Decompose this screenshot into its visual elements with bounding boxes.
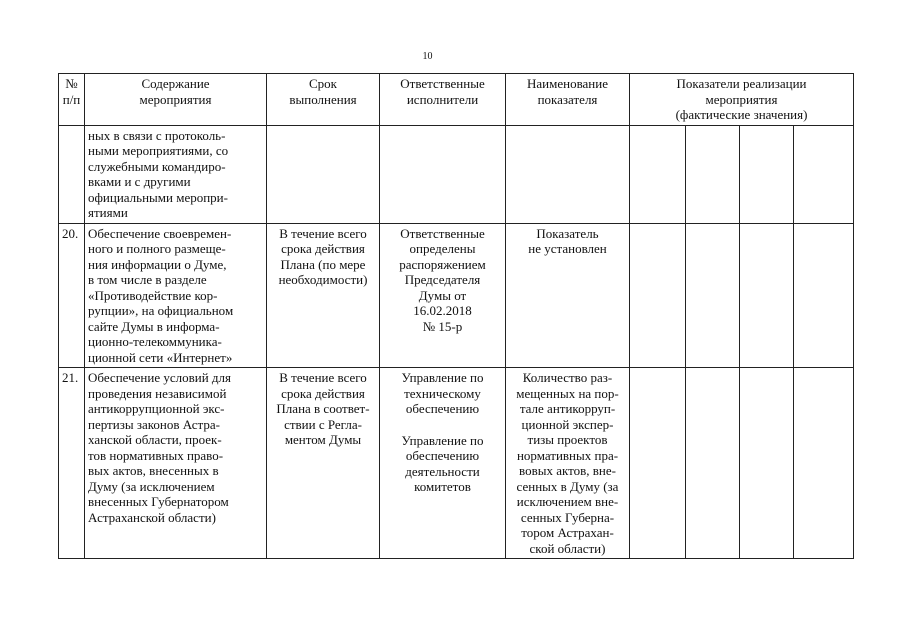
content-line: ного и полного размеще-	[88, 241, 226, 256]
header-content	[85, 74, 267, 126]
content-line: Астраханской области)	[88, 509, 216, 525]
header-deadline-line: выполнения	[289, 91, 357, 107]
indicator-line: мещенных на пор-	[516, 385, 619, 401]
responsible-line: Ответственные	[400, 225, 485, 241]
responsible-line: обеспечению	[405, 448, 480, 463]
header-metrics-line: (фактические значения)	[675, 107, 808, 122]
responsible-line: деятельности	[405, 463, 480, 479]
indicator-line: Количество раз-	[522, 370, 613, 385]
responsible-line: распоряжением	[399, 256, 486, 272]
page-number: 10	[422, 51, 433, 62]
header-metrics	[630, 74, 854, 126]
header-content-line: Содержание	[141, 76, 210, 91]
header-metrics-line: мероприятия	[705, 91, 778, 107]
content-line: вками и с другими	[88, 174, 191, 189]
content-line: ных в связи с протоколь-	[88, 127, 226, 143]
header-indicator-line: показателя	[537, 91, 598, 107]
row-number: 21.	[59, 368, 85, 559]
metric-cell	[686, 223, 740, 368]
metric-cell	[740, 368, 794, 559]
indicator-line: тором Астрахан-	[521, 525, 614, 540]
indicator-line: ционной экспер-	[521, 416, 614, 432]
header-num-line: п/п	[62, 91, 81, 107]
row-responsible	[380, 223, 506, 368]
content-line: тов нормативных право-	[88, 447, 224, 463]
content-line: рупции», на официальном	[88, 303, 234, 318]
content-line: антикоррупционной экс-	[88, 401, 225, 416]
deadline-line: срока действия	[281, 385, 365, 401]
content-line: внесенных Губернатором	[88, 494, 229, 509]
responsible-line: Управление по	[401, 432, 484, 448]
header-indicator	[506, 74, 630, 126]
indicator-line: тале антикорруп-	[519, 401, 616, 416]
row-deadline	[267, 223, 380, 368]
indicator-line: Показатель	[536, 225, 599, 241]
header-responsible	[380, 74, 506, 126]
content-line: проведения независимой	[88, 385, 227, 401]
row-content	[85, 368, 267, 559]
header-deadline	[267, 74, 380, 126]
indicator-line: сенных Губерна-	[520, 509, 615, 525]
content-line: ханской области, проек-	[88, 432, 222, 447]
content-line: ными мероприятиями, со	[88, 143, 229, 158]
deadline-line: срока действия	[281, 241, 365, 256]
content-line: ятиями	[88, 205, 128, 220]
indicator-line: не установлен	[528, 241, 607, 256]
header-indicator-line: Наименование	[527, 76, 608, 91]
row-indicator	[506, 223, 630, 368]
responsible-line: Председателя	[404, 272, 481, 287]
header-num	[59, 74, 85, 126]
metric-cell	[740, 223, 794, 368]
content-line: ния информации о Думе,	[88, 256, 227, 272]
table-row	[59, 368, 854, 559]
responsible-line: комитетов	[414, 479, 471, 494]
row-number	[59, 125, 85, 223]
responsible-line: Думы от	[418, 287, 467, 303]
metric-cell	[794, 368, 854, 559]
header-metrics-line: Показатели реализации	[676, 76, 807, 91]
deadline-line: В течение всего	[279, 225, 367, 241]
metric-cell	[794, 223, 854, 368]
deadline-line: В течение всего	[279, 370, 367, 385]
header-responsible-line: Ответственные	[400, 76, 485, 91]
header-content-line: мероприятия	[139, 91, 212, 107]
responsible-line: № 15-р	[422, 318, 463, 334]
responsible-line: обеспечению	[405, 401, 480, 416]
row-content	[85, 223, 267, 368]
deadline-line: Плана в соответ-	[276, 401, 370, 416]
header-row	[59, 74, 854, 126]
content-line: «Противодействие кор-	[88, 287, 218, 303]
metric-cell	[686, 125, 740, 223]
plan-table	[58, 73, 854, 559]
deadline-line: необходимости)	[278, 272, 368, 287]
indicator-line: тизы проектов	[527, 432, 608, 447]
metric-cell	[630, 368, 686, 559]
header-num-line: №	[65, 76, 78, 91]
deadline-line: ментом Думы	[284, 432, 362, 447]
content-line: сайте Думы в информа-	[88, 318, 220, 334]
header-deadline-line: Срок	[309, 76, 337, 91]
content-line: официальными меропри-	[88, 189, 228, 205]
table-row	[59, 125, 854, 223]
content-line: ционной сети «Интернет»	[88, 349, 233, 365]
content-line: Обеспечение условий для	[88, 370, 231, 385]
content-line: в том числе в разделе	[88, 272, 207, 287]
responsible-line: определены	[409, 241, 476, 256]
indicator-line: сенных в Думу (за	[516, 478, 619, 494]
indicator-line: исключением вне-	[516, 494, 619, 509]
metric-cell	[630, 223, 686, 368]
content-line: служебными командиро-	[88, 158, 226, 174]
header-responsible-line: исполнители	[406, 91, 479, 107]
row-deadline	[267, 368, 380, 559]
metric-cell	[686, 368, 740, 559]
indicator-line: нормативных пра-	[516, 447, 619, 463]
deadline-line: ствии с Регла-	[284, 416, 362, 432]
table-row	[59, 223, 854, 368]
metric-cell	[794, 125, 854, 223]
responsible-spacer	[383, 417, 502, 433]
content-line: ционно-телекоммуника-	[88, 334, 222, 349]
content-line: пертизы законов Астра-	[88, 416, 220, 432]
content-line: Думу (за исключением	[88, 478, 215, 494]
metric-cell	[740, 125, 794, 223]
responsible-line: техническому	[404, 385, 481, 401]
row-indicator	[506, 368, 630, 559]
indicator-line: вовых актов, вне-	[519, 463, 616, 478]
row-number: 20.	[59, 223, 85, 368]
row-indicator	[506, 125, 630, 223]
row-responsible	[380, 125, 506, 223]
content-line: вых актов, внесенных в	[88, 463, 219, 478]
content-line: Обеспечение своевремен-	[88, 225, 232, 241]
responsible-line: 16.02.2018	[413, 303, 472, 318]
row-content	[85, 125, 267, 223]
metric-cell	[630, 125, 686, 223]
row-deadline	[267, 125, 380, 223]
deadline-line: Плана (по мере	[280, 256, 366, 272]
responsible-line: Управление по	[401, 370, 484, 385]
indicator-line: ской области)	[529, 540, 606, 556]
row-responsible	[380, 368, 506, 559]
